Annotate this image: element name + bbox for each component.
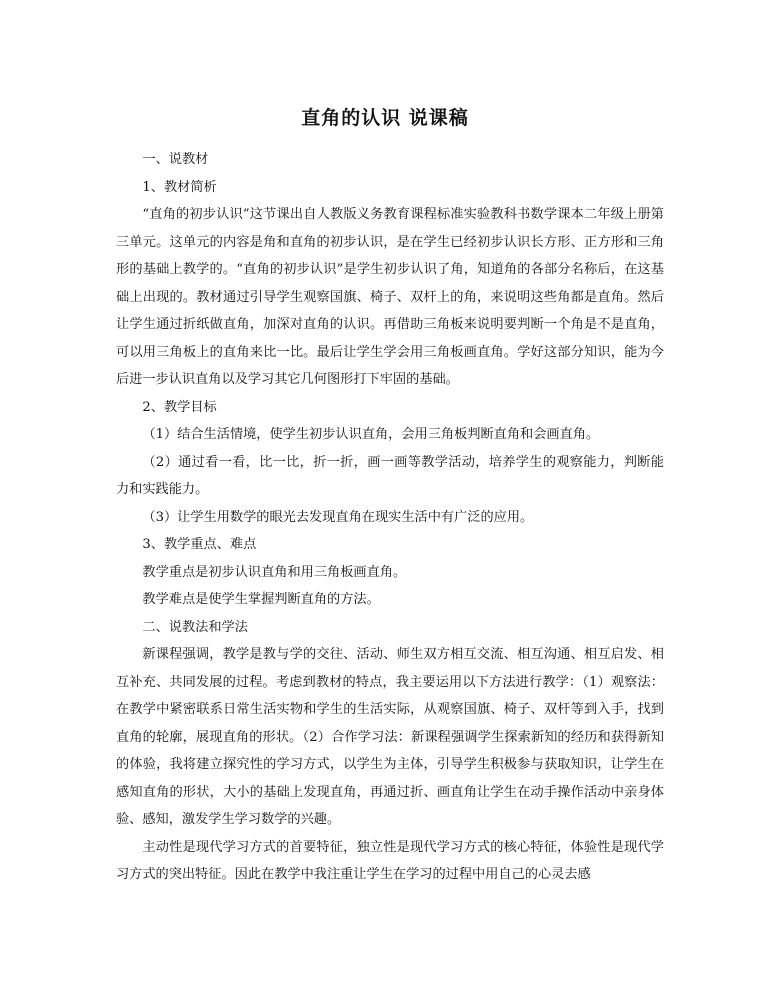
- subheading-teaching-goals: 2、教学目标: [142, 399, 217, 415]
- goal-item-3: （3）让学生用数学的眼光去发现直角在现实生活中有广泛的应用。: [142, 509, 534, 525]
- paragraph-learning-style: 主动性是现代学习方式的首要特征，独立性是现代学习方式的核心特征，体验性是现代学习方式的突出特征。因此在教学中我注重让学生在学习的过程中用自己的心灵去感: [116, 839, 664, 882]
- paragraph-methods: 新课程强调，教学是教与学的交往、活动、师生双方相互交流、相互沟通、相互启发、相互补充、共同发展的过程。考虑到教材的特点，我主要运用以下方法进行教学：（1）观察法：在教学中紧密联系日常生活实物和学生的生活实际，从观察国旗、椅子、双杆等到入手，找到直角的轮廓，展现直角的形状。（2）合作学习法：新课程强调学生探索新知的经历和获得新知的体验，我将建立探究性的学习方式，以学生为主体，引导学生积极参与获取知识，让学生在感知直角的形状，大小的基础上发现直角，再通过折、画直角让学生在动手操作活动中亲身体验、感知，激发学生学习数学的兴趣。: [116, 647, 664, 827]
- key-point-text: 教学重点是初步认识直角和用三角板画直角。: [142, 564, 407, 580]
- section-heading-methods: 二、说教法和学法: [142, 619, 248, 635]
- difficult-point-text: 教学难点是使学生掌握判断直角的方法。: [142, 592, 380, 607]
- document-body: [116, 146, 664, 889]
- subheading-material-analysis: 1、教材简析: [142, 179, 217, 195]
- section-heading-teaching-material: 一、说教材: [142, 152, 209, 167]
- paragraph-material-analysis: “直角的初步认识”这节课出自人教版义务教育课程标准实验教科书数学课本二年级上册第三单元。这单元的内容是角和直角的初步认识，是在学生已经初步认识长方形、正方形和三角形的基础上教学的。“直角的初步认识”是学生初步认识了角，知道角的各部分名称后，在这基础上出现的。教材通过引导学生观察国旗、椅子、双杆上的角，来说明这些角都是直角。然后让学生通过折纸做直角，加深对直角的认识。再借助三角板来说明要判断一个角是不是直角，可以用三角板上的直角来比一比。最后让学生学会用三角板画直角。学好这部分知识，能为今后进一步认识直角以及学习其它几何图形打下牢固的基础。: [116, 207, 664, 387]
- document-title: 直角的认识 说课稿: [301, 107, 469, 129]
- subheading-key-points: 3、教学重点、难点: [142, 537, 257, 552]
- goal-item-2: （2）通过看一看，比一比，折一折，画一画等教学活动，培养学生的观察能力，判断能力和实践能力。: [116, 454, 664, 497]
- goal-item-1: （1）结合生活情境，使学生初步认识直角，会用三角板判断直角和会画直角。: [142, 427, 600, 442]
